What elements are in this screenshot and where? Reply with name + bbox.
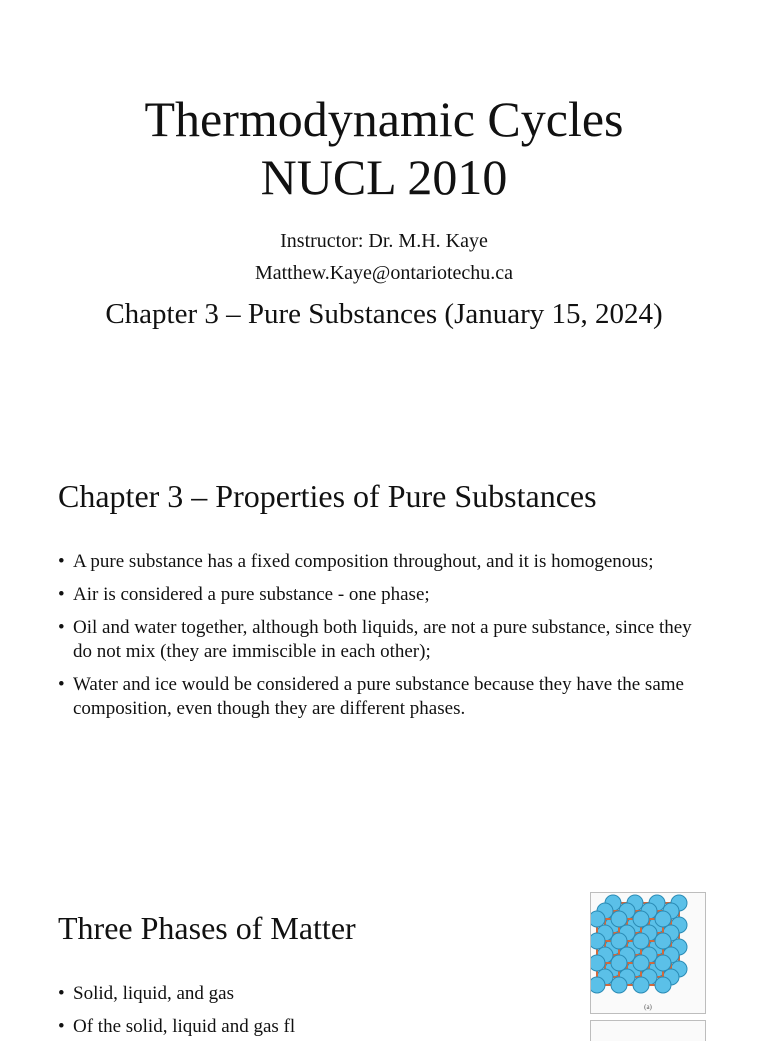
slide-heading: Chapter 3 – Properties of Pure Substances: [58, 478, 597, 514]
lattice-atom: [655, 977, 671, 993]
slide-heading: Three Phases of Matter: [58, 910, 356, 946]
lattice-atom: [655, 933, 671, 949]
crystal-lattice-illustration: [591, 893, 705, 1003]
lattice-atom: [633, 933, 649, 949]
lattice-atom: [591, 977, 605, 993]
lattice-atom: [591, 955, 605, 971]
bullet-item: • A pure substance has a fixed composition throughout, and it is homogenous;: [58, 550, 708, 574]
title-slide: [0, 0, 768, 400]
lattice-atom: [655, 955, 671, 971]
bullet-item: • Water and ice would be considered a pure substance because they have the same composition, even though they are different phases.: [58, 673, 708, 721]
bullet-item: • Of the solid, liquid and gas fl: [58, 1015, 708, 1039]
lattice-atom: [611, 933, 627, 949]
lattice-atom: [633, 955, 649, 971]
lattice-atom: [591, 911, 605, 927]
bullet-item: • Solid, liquid, and gas: [58, 982, 708, 1006]
bullet-item: • Oil and water together, although both liquids, are not a pure substance, since they do not mix (they are immiscible in each other);: [58, 616, 708, 664]
lattice-atom: [591, 933, 605, 949]
second-figure-partial: [590, 1020, 706, 1041]
lattice-atom: [611, 955, 627, 971]
lattice-atom: [611, 911, 627, 927]
instructor-email[interactable]: Matthew.Kaye@ontariotechu.ca: [254, 262, 514, 284]
phases-slide: [0, 870, 768, 1037]
lattice-atom: [633, 911, 649, 927]
bullet-list: [58, 550, 708, 730]
solid-lattice-figure: [590, 892, 706, 1014]
lattice-atom: [633, 977, 649, 993]
slide-subtitle: Chapter 3 – Pure Substances (January 15, 2024): [105, 298, 663, 330]
bullet-item: • Air is considered a pure substance - one phase;: [58, 583, 708, 607]
title-line-2: NUCL 2010: [260, 149, 508, 205]
slide-title: [0, 90, 768, 206]
lattice-atom: [655, 911, 671, 927]
figure-caption: (a): [644, 1003, 652, 1011]
properties-slide: [0, 440, 768, 840]
title-line-1: Thermodynamic Cycles: [144, 91, 624, 147]
instructor-name: Instructor: Dr. M.H. Kaye: [280, 230, 488, 252]
lattice-atom: [611, 977, 627, 993]
